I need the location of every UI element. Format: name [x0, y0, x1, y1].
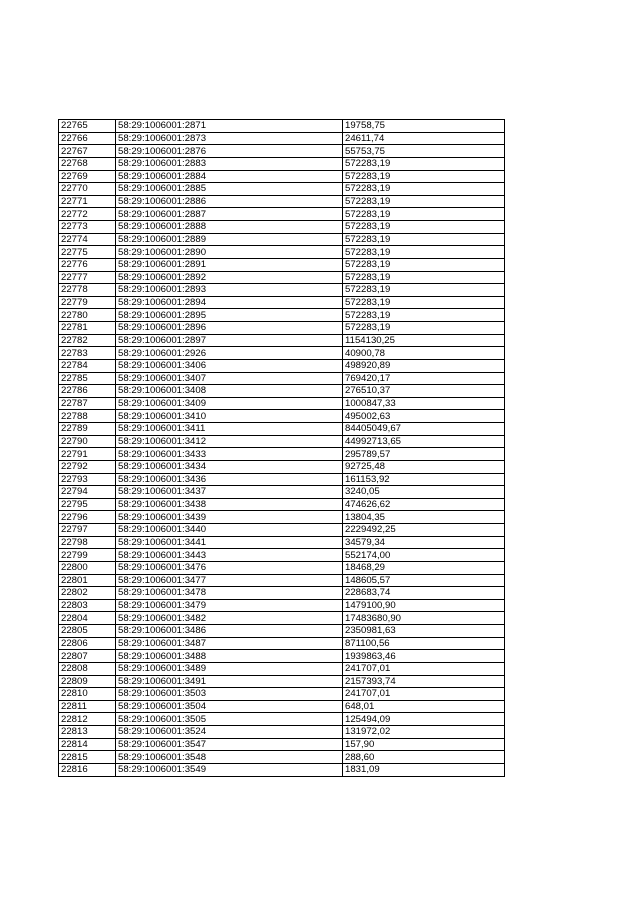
cadastral-number-cell: 58:29:1006001:3505: [116, 713, 343, 726]
cadastral-number-cell: 58:29:1006001:3438: [116, 498, 343, 511]
cadastral-number-cell: 58:29:1006001:3547: [116, 738, 343, 751]
cadastral-number-cell: 58:29:1006001:3440: [116, 524, 343, 537]
value-cell: 769420,17: [343, 372, 505, 385]
cadastral-number-cell: 58:29:1006001:2876: [116, 145, 343, 158]
value-cell: 92725,48: [343, 460, 505, 473]
cadastral-number-cell: 58:29:1006001:3477: [116, 574, 343, 587]
cadastral-number-cell: 58:29:1006001:2890: [116, 246, 343, 259]
table-row: [59, 334, 505, 347]
table-row: [59, 675, 505, 688]
table-row: [59, 132, 505, 145]
cadastral-number-cell: 58:29:1006001:3524: [116, 726, 343, 739]
table-row: [59, 385, 505, 398]
table-row: [59, 246, 505, 259]
cadastral-number-cell: 58:29:1006001:2884: [116, 170, 343, 183]
cadastral-number-cell: 58:29:1006001:2885: [116, 183, 343, 196]
value-cell: 648,01: [343, 700, 505, 713]
cadastral-number-cell: 58:29:1006001:2892: [116, 271, 343, 284]
table-row: [59, 284, 505, 297]
cadastral-number-cell: 58:29:1006001:3476: [116, 561, 343, 574]
cadastral-number-cell: 58:29:1006001:3436: [116, 473, 343, 486]
cadastral-number-cell: 58:29:1006001:2893: [116, 284, 343, 297]
value-cell: 157,90: [343, 738, 505, 751]
cadastral-number-cell: 58:29:1006001:3478: [116, 587, 343, 600]
table-row: [59, 587, 505, 600]
value-cell: 1154130,25: [343, 334, 505, 347]
cadastral-number-cell: 58:29:1006001:3489: [116, 662, 343, 675]
table-row: [59, 536, 505, 549]
cadastral-number-cell: 58:29:1006001:3441: [116, 536, 343, 549]
value-cell: 572283,19: [343, 271, 505, 284]
data-table: [58, 119, 505, 777]
row-number-cell: 22774: [59, 233, 116, 246]
cadastral-number-cell: 58:29:1006001:2888: [116, 221, 343, 234]
value-cell: 572283,19: [343, 296, 505, 309]
cadastral-number-cell: 58:29:1006001:3443: [116, 549, 343, 562]
table-row: [59, 410, 505, 423]
value-cell: 24611,74: [343, 132, 505, 145]
row-number-cell: 22798: [59, 536, 116, 549]
row-number-cell: 22792: [59, 460, 116, 473]
table-row: [59, 157, 505, 170]
cadastral-number-cell: 58:29:1006001:2891: [116, 258, 343, 271]
value-cell: 572283,19: [343, 195, 505, 208]
row-number-cell: 22784: [59, 359, 116, 372]
table-row: [59, 486, 505, 499]
row-number-cell: 22785: [59, 372, 116, 385]
row-number-cell: 22775: [59, 246, 116, 259]
cadastral-number-cell: 58:29:1006001:2897: [116, 334, 343, 347]
row-number-cell: 22805: [59, 625, 116, 638]
value-cell: 572283,19: [343, 258, 505, 271]
row-number-cell: 22811: [59, 700, 116, 713]
value-cell: 84405049,67: [343, 423, 505, 436]
row-number-cell: 22804: [59, 612, 116, 625]
row-number-cell: 22777: [59, 271, 116, 284]
value-cell: 552174,00: [343, 549, 505, 562]
table-row: [59, 738, 505, 751]
value-cell: 131972,02: [343, 726, 505, 739]
cadastral-number-cell: 58:29:1006001:2894: [116, 296, 343, 309]
row-number-cell: 22808: [59, 662, 116, 675]
value-cell: 1939863,46: [343, 650, 505, 663]
cadastral-number-cell: 58:29:1006001:2883: [116, 157, 343, 170]
table-row: [59, 296, 505, 309]
value-cell: 572283,19: [343, 208, 505, 221]
value-cell: 572283,19: [343, 233, 505, 246]
row-number-cell: 22795: [59, 498, 116, 511]
row-number-cell: 22788: [59, 410, 116, 423]
value-cell: 13804,35: [343, 511, 505, 524]
table-row: [59, 208, 505, 221]
row-number-cell: 22787: [59, 397, 116, 410]
cadastral-number-cell: 58:29:1006001:2895: [116, 309, 343, 322]
value-cell: 498920,89: [343, 359, 505, 372]
table-row: [59, 233, 505, 246]
value-cell: 34579,34: [343, 536, 505, 549]
cadastral-number-cell: 58:29:1006001:3439: [116, 511, 343, 524]
row-number-cell: 22802: [59, 587, 116, 600]
row-number-cell: 22773: [59, 221, 116, 234]
table-row: [59, 359, 505, 372]
cadastral-number-cell: 58:29:1006001:2871: [116, 120, 343, 133]
cadastral-number-cell: 58:29:1006001:3487: [116, 637, 343, 650]
table-row: [59, 221, 505, 234]
cadastral-number-cell: 58:29:1006001:3491: [116, 675, 343, 688]
row-number-cell: 22765: [59, 120, 116, 133]
value-cell: 18468,29: [343, 561, 505, 574]
table-row: [59, 637, 505, 650]
table-row: [59, 726, 505, 739]
value-cell: 572283,19: [343, 246, 505, 259]
row-number-cell: 22769: [59, 170, 116, 183]
cadastral-number-cell: 58:29:1006001:3407: [116, 372, 343, 385]
cadastral-number-cell: 58:29:1006001:2886: [116, 195, 343, 208]
row-number-cell: 22790: [59, 435, 116, 448]
table-row: [59, 498, 505, 511]
value-cell: 161153,92: [343, 473, 505, 486]
table-row: [59, 763, 505, 776]
row-number-cell: 22776: [59, 258, 116, 271]
table-row: [59, 561, 505, 574]
table-row: [59, 662, 505, 675]
cadastral-number-cell: 58:29:1006001:2889: [116, 233, 343, 246]
table-row: [59, 460, 505, 473]
table-row: [59, 183, 505, 196]
row-number-cell: 22767: [59, 145, 116, 158]
value-cell: 40900,78: [343, 347, 505, 360]
cadastral-number-cell: 58:29:1006001:3406: [116, 359, 343, 372]
value-cell: 125494,09: [343, 713, 505, 726]
table-row: [59, 700, 505, 713]
table-row: [59, 688, 505, 701]
table-row: [59, 549, 505, 562]
row-number-cell: 22794: [59, 486, 116, 499]
value-cell: 3240,05: [343, 486, 505, 499]
table-row: [59, 435, 505, 448]
value-cell: 241707,01: [343, 688, 505, 701]
row-number-cell: 22803: [59, 599, 116, 612]
cadastral-number-cell: 58:29:1006001:3408: [116, 385, 343, 398]
cadastral-number-cell: 58:29:1006001:3412: [116, 435, 343, 448]
cadastral-number-cell: 58:29:1006001:3548: [116, 751, 343, 764]
row-number-cell: 22781: [59, 322, 116, 335]
cadastral-number-cell: 58:29:1006001:3409: [116, 397, 343, 410]
row-number-cell: 22809: [59, 675, 116, 688]
value-cell: 572283,19: [343, 183, 505, 196]
row-number-cell: 22814: [59, 738, 116, 751]
cadastral-number-cell: 58:29:1006001:3437: [116, 486, 343, 499]
row-number-cell: 22766: [59, 132, 116, 145]
table-row: [59, 309, 505, 322]
table-row: [59, 599, 505, 612]
table-row: [59, 195, 505, 208]
table-row: [59, 145, 505, 158]
cadastral-number-cell: 58:29:1006001:3410: [116, 410, 343, 423]
cadastral-number-cell: 58:29:1006001:3486: [116, 625, 343, 638]
table-row: [59, 397, 505, 410]
row-number-cell: 22779: [59, 296, 116, 309]
table-row: [59, 612, 505, 625]
row-number-cell: 22801: [59, 574, 116, 587]
value-cell: 276510,37: [343, 385, 505, 398]
table-row: [59, 170, 505, 183]
table-row: [59, 713, 505, 726]
table-row: [59, 511, 505, 524]
cadastral-number-cell: 58:29:1006001:2887: [116, 208, 343, 221]
table-row: [59, 120, 505, 133]
value-cell: 288,60: [343, 751, 505, 764]
value-cell: 1000847,33: [343, 397, 505, 410]
value-cell: 19758,75: [343, 120, 505, 133]
cadastral-number-cell: 58:29:1006001:3488: [116, 650, 343, 663]
value-cell: 17483680,90: [343, 612, 505, 625]
cadastral-number-cell: 58:29:1006001:2926: [116, 347, 343, 360]
value-cell: 572283,19: [343, 170, 505, 183]
row-number-cell: 22772: [59, 208, 116, 221]
table-row: [59, 524, 505, 537]
row-number-cell: 22786: [59, 385, 116, 398]
value-cell: 2157393,74: [343, 675, 505, 688]
row-number-cell: 22810: [59, 688, 116, 701]
value-cell: 572283,19: [343, 322, 505, 335]
row-number-cell: 22778: [59, 284, 116, 297]
table-body: [59, 120, 505, 777]
table-row: [59, 322, 505, 335]
row-number-cell: 22771: [59, 195, 116, 208]
row-number-cell: 22780: [59, 309, 116, 322]
cadastral-number-cell: 58:29:1006001:3433: [116, 448, 343, 461]
row-number-cell: 22815: [59, 751, 116, 764]
row-number-cell: 22782: [59, 334, 116, 347]
row-number-cell: 22796: [59, 511, 116, 524]
cadastral-number-cell: 58:29:1006001:3503: [116, 688, 343, 701]
value-cell: 148605,57: [343, 574, 505, 587]
row-number-cell: 22813: [59, 726, 116, 739]
value-cell: 1479100,90: [343, 599, 505, 612]
table-row: [59, 423, 505, 436]
row-number-cell: 22799: [59, 549, 116, 562]
table-row: [59, 372, 505, 385]
row-number-cell: 22793: [59, 473, 116, 486]
value-cell: 495002,63: [343, 410, 505, 423]
value-cell: 572283,19: [343, 221, 505, 234]
value-cell: 2229492,25: [343, 524, 505, 537]
value-cell: 572283,19: [343, 309, 505, 322]
cadastral-number-cell: 58:29:1006001:3504: [116, 700, 343, 713]
value-cell: 44992713,65: [343, 435, 505, 448]
row-number-cell: 22806: [59, 637, 116, 650]
row-number-cell: 22791: [59, 448, 116, 461]
cadastral-number-cell: 58:29:1006001:2896: [116, 322, 343, 335]
value-cell: 572283,19: [343, 284, 505, 297]
table-row: [59, 574, 505, 587]
cadastral-number-cell: 58:29:1006001:3549: [116, 763, 343, 776]
cadastral-number-cell: 58:29:1006001:2873: [116, 132, 343, 145]
table-row: [59, 271, 505, 284]
table-row: [59, 258, 505, 271]
row-number-cell: 22816: [59, 763, 116, 776]
value-cell: 871100,56: [343, 637, 505, 650]
value-cell: 55753,75: [343, 145, 505, 158]
value-cell: 241707,01: [343, 662, 505, 675]
cadastral-number-cell: 58:29:1006001:3479: [116, 599, 343, 612]
table-row: [59, 650, 505, 663]
table-row: [59, 625, 505, 638]
row-number-cell: 22768: [59, 157, 116, 170]
row-number-cell: 22797: [59, 524, 116, 537]
row-number-cell: 22770: [59, 183, 116, 196]
row-number-cell: 22812: [59, 713, 116, 726]
cadastral-number-cell: 58:29:1006001:3482: [116, 612, 343, 625]
table-row: [59, 473, 505, 486]
value-cell: 228683,74: [343, 587, 505, 600]
table-row: [59, 448, 505, 461]
value-cell: 572283,19: [343, 157, 505, 170]
value-cell: 295789,57: [343, 448, 505, 461]
row-number-cell: 22807: [59, 650, 116, 663]
row-number-cell: 22783: [59, 347, 116, 360]
table-row: [59, 347, 505, 360]
value-cell: 2350981,63: [343, 625, 505, 638]
table-row: [59, 751, 505, 764]
value-cell: 474626,62: [343, 498, 505, 511]
cadastral-number-cell: 58:29:1006001:3411: [116, 423, 343, 436]
row-number-cell: 22789: [59, 423, 116, 436]
cadastral-number-cell: 58:29:1006001:3434: [116, 460, 343, 473]
value-cell: 1831,09: [343, 763, 505, 776]
row-number-cell: 22800: [59, 561, 116, 574]
